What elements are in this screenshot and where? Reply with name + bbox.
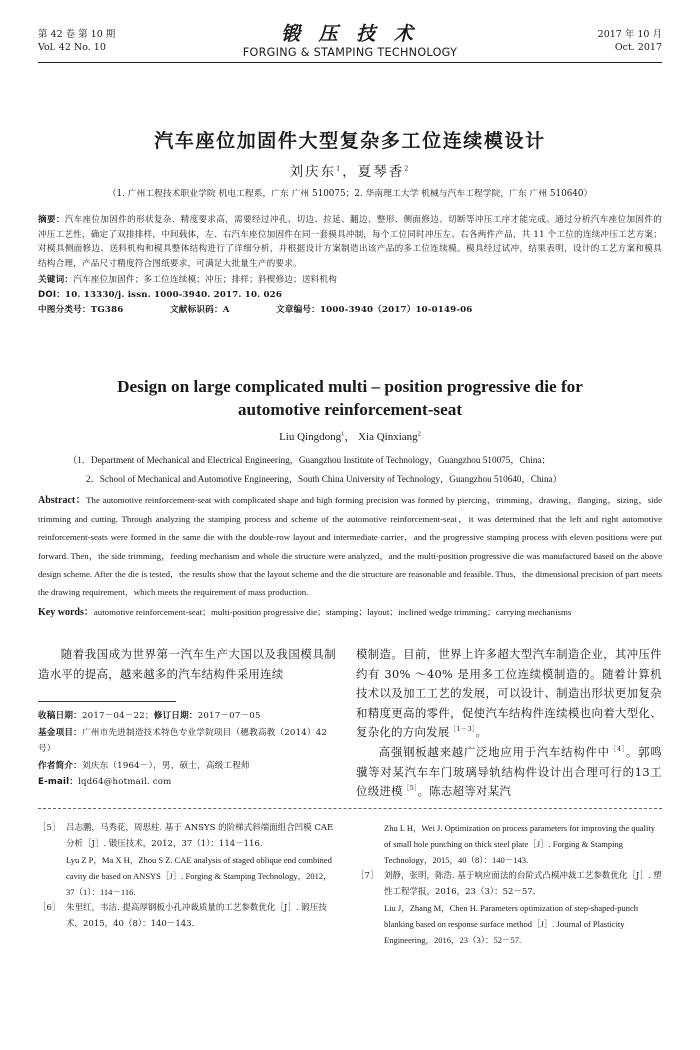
reference-item: ［6］ 朱里红，韦洁. 提高厚钢板小孔冲裁质量的工艺参数优化［J］. 锻压技术，2015，40（8）：140－143. [38,903,327,929]
issue-date: 2017 年 10 月 Oct. 2017 [597,29,662,53]
author-bio-line: 作者简介：刘庆东（1964－），男，硕士，高级工程师 [38,760,250,771]
journal-name-en: FORGING & STAMPING TECHNOLOGY [242,46,458,59]
body-right-paragraph-1: 模制造。目前，世界上许多超大型汽车制造企业，其冲压件约有 30% ～40% 是用多工位连续模制造的。随着计算机技术以及加工工艺的发展，可以设计、制造出形状更加复杂和精度更高的零件，促使汽车结构件连续模也向着大型化、复杂化的方向发展$^{[1-3]}$。 [356,647,662,740]
journal-name-cn: 锻 压 技 术 [281,23,419,45]
reference-item: ［5］ 吕志鹏，马秀花，周思柱. 基于 ANSYS 的阶梯式斜端面组合凹模 CAE 分析［J］. 锻压技术，2012，37（1）：114－116. Lyu Z P，Ma X H，Zhou S Z. CAE analysis of staged oblique end combined cavity die based on ANSYS［J］. Forging & Stamping Technology，2012，37（1）：114－116. [38,823,334,897]
affiliation-cn: （1. 广州工程技术职业学院 机电工程系，广东 广州 510075；2. 华南理工大学 机械与汽车工程学院，广东 广州 510640） [107,189,593,199]
volume-issue: 第 42 卷 第 10 期 Vol. 42 No. 10 [38,29,116,53]
email-line: E-mail：lqd64@hotmail. com [38,777,172,788]
fund-line: 基金项目：广州市先进制造技术特色专业学院项目（穗教高教（2014）42 号） [38,727,328,755]
document-code: 文献标识码：A [170,304,230,315]
references-right: Zhu L H，Wei J. Optimization on process parameters for improving the quality of small hole punching on thick steel plate［J］. Forging & Stamping Technology，2015，40（8）：140－143. ［7］ 刘静，张明，陈浩. 基于响应面法的台阶式凸模冲裁工艺参数优化［J］. 塑性工程学报，2016，23（3）：52－57. Liu J，Zhang M，Chen H. Parameters optimization of step-shaped-punch blanking based on response surface method［J］. Journal of Plasticity Engineering，2016，23（3）：52－57. [356,820,662,948]
abstract-cn: 摘要：汽车座位加固件的形状复杂、精度要求高，需要经过冲孔、切边、拉延、翻边、整形、侧面修边、切断等冲压工序才能完成。通过分析汽车座位加固件的冲压工艺性，确定了双排排样，中间载体，左、右汽车座位加固件在同一套模具冲制，每个工位同时冲压左、右各两件产品，共 11 个工位的连续冲压工艺方案；对模具侧面修边、送料机构和模具整体结构进行了详细分析，并根据设计方案制造出该产品的多工位连续模。模具经过试冲，结果表明，设计的工艺方案和模具结构合理，产品尺寸精度符合图纸要求，可满足大批量生产的要求。 [38,215,662,269]
authors-en: Liu Qingdong$^1$， Xia Qinxiang$^2$ [279,430,421,443]
paper-title-en-line2: automotive reinforcement-seat [237,400,463,419]
journal-masthead [0,22,700,60]
classification-line [38,303,662,318]
body-left-paragraph: 随着我国成为世界第一汽车生产大国以及我国模具制造水平的提高，越来越多的汽车结构件采用连续 [38,647,336,681]
clc-code: 中图分类号：TG386 [38,304,124,315]
keywords-en: Key words：automotive reinforcement-seat；multi-position progressive die；stamping；layout；inclined wedge trimming；carrying mechanisms [38,607,572,619]
keywords-cn: 关键词：汽车座位加固件；多工位连续模；冲压；排样；斜楔修边；送料机构 [38,275,338,286]
body-right-column [356,645,662,802]
header-rule [38,62,662,63]
affiliation-en: （1．Department of Mechanical and Electrical Engineering，Guangzhou Institute of Technology，Guangzhou 510075，China； 2．School of Mechanical and Automotive Engineering，South China University of Technology，Guangzhou 510640，China） [68,455,562,484]
abstract-en-block [38,491,662,622]
title-block-en [0,375,700,445]
title-block-cn [0,128,700,201]
footnote-block [38,708,338,791]
paper-title-cn: 汽车座位加固件大型复杂多工位连续模设计 [154,130,546,152]
footnote-rule [38,701,176,702]
dates-line: 收稿日期：2017－04－22；修订日期：2017－07－05 [38,711,261,721]
abstract-cn-block [38,213,662,317]
paper-title-en-line1: Design on large complicated multi – position progressive die for [117,377,583,396]
references-left [38,820,336,932]
references-separator [38,808,662,809]
body-right-paragraph-2: 高强钢板越来越广泛地应用于汽车结构件中$^{[4]}$。郭鸣骥等对某汽车车门玻璃导轨结构件设计出合理可行的13工位级进模$^{[5]}$。陈志超等对某汽 [356,744,662,799]
abstract-en: Abstract：The automotive reinforcement-seat with complicated shape and high forming precision was formed by piercing，trimming，drawing，flanging，sizing，side trimming and cutting. Through analyzing the stamping process and scheme of the automotive reinforcement-seat，it was determined that the left and right automotive reinforcement-seats were formed in the same die with the double-row layout and intermediate carrier，and the progressive stamping process with eleven positions were put forward. Then，the side trimming，feeding mechanism and whole die structure were analyzed，and the multi-position progressive die was manufactured based on the above design scheme. After the die is tested，the results show that the layout scheme and the die structure are reasonable and feasible. Thus，the dimensional precision of part meets the drawing requirement，which meets the requirement of mass production. [38,495,662,598]
article-number: 文章编号：1000-3940（2017）10-0149-06 [276,304,473,315]
authors-cn: 刘庆东$^1$，夏琴香$^2$ [289,164,411,180]
reference-item: ［7］ 刘静，张明，陈浩. 基于响应面法的台阶式凸模冲裁工艺参数优化［J］. 塑性工程学报，2016，23（3）：52－57. Liu J，Zhang M，Chen H. Parameters optimization of step-shaped-punch blanking based on response surface method［J］. Journal of Plasticity Engineering，2016，23（3）：52－57. [356,871,662,945]
doi: DOI：10. 13330/j. issn. 1000-3940. 2017. 10. 026 [38,289,283,300]
